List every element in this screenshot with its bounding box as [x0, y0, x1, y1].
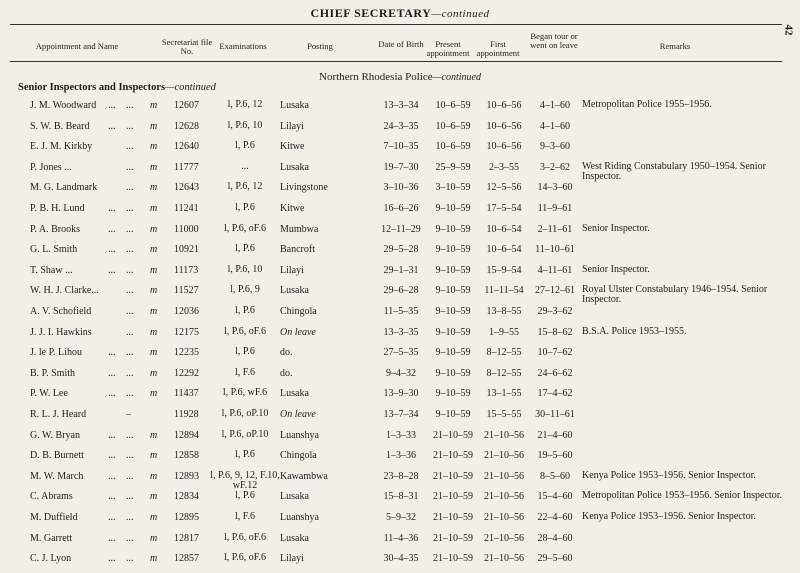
row-marital: m — [150, 285, 158, 297]
row-marital: m — [150, 450, 158, 462]
row-first-appointment: 21–10–56 — [484, 491, 524, 503]
row-first-appointment: 12–5–56 — [486, 182, 522, 194]
row-present-appointment: 9–10–59 — [435, 264, 471, 276]
section-title-suffix: —continued — [432, 72, 481, 83]
table-row — [0, 430, 800, 450]
row-file-no: 12893 — [174, 470, 199, 482]
row-name: W. H. J. Clarke... — [30, 285, 99, 297]
row-marital: m — [150, 367, 158, 379]
row-leader: ... — [108, 203, 116, 214]
row-present-appointment: 10–6–59 — [435, 120, 471, 132]
row-birth-date: 1–3–36 — [386, 450, 416, 462]
row-posting: Kawambwa — [280, 470, 328, 482]
row-first-appointment: 15–9–54 — [486, 264, 522, 276]
col-posting: Posting — [307, 41, 333, 51]
col-birth: Date of Birth — [378, 39, 424, 49]
row-file-no: 11928 — [174, 409, 199, 420]
row-examinations: l, P.6, 12 — [227, 99, 263, 110]
row-tour-date: 11–10–61 — [535, 244, 575, 256]
table-row — [0, 512, 800, 532]
row-file-no: 11000 — [174, 223, 199, 235]
row-birth-date: 29–6–28 — [383, 285, 419, 297]
row-tour-date: 15–4–60 — [537, 491, 573, 503]
row-name: R. L. J. Heard — [30, 409, 87, 420]
row-examinations: l, P.6 — [235, 346, 255, 358]
row-present-appointment: 3–10–59 — [435, 182, 471, 194]
row-present-appointment: 21–10–59 — [433, 470, 473, 482]
row-remarks: Metropolitan Police 1953–1956. Senior Inspector. — [582, 490, 782, 502]
row-name: T. Shaw ... — [30, 264, 73, 276]
row-leader: ... — [126, 367, 134, 379]
row-posting: Lusaka — [280, 100, 309, 111]
row-tour-date: 24–6–62 — [537, 367, 573, 379]
row-posting: Lilayi — [280, 120, 304, 132]
row-birth-date: 5–9–32 — [386, 512, 416, 523]
col-tour: Began tour or went on leave — [530, 31, 578, 50]
row-leader: ... — [126, 182, 134, 194]
row-birth-date: 29–1–31 — [383, 264, 419, 276]
row-birth-date: 15–8–31 — [383, 491, 419, 503]
table-row — [0, 244, 800, 264]
row-birth-date: 11–4–36 — [383, 532, 419, 544]
row-birth-date: 23–8–28 — [383, 470, 419, 482]
row-tour-date: 14–3–60 — [537, 182, 573, 194]
row-name: C. J. Lyon — [30, 553, 72, 565]
row-file-no: 11241 — [174, 203, 199, 214]
row-leader: ... — [126, 141, 134, 153]
page-number: 42 — [782, 24, 795, 36]
row-first-appointment: 2–3–55 — [489, 161, 519, 173]
row-posting: do. — [280, 347, 293, 359]
row-marital: m — [150, 512, 158, 523]
row-first-appointment: 10–6–54 — [486, 223, 522, 235]
row-birth-date: 29–5–28 — [383, 244, 419, 256]
row-examinations: l, P.6 — [235, 202, 255, 213]
row-posting: Chingola — [280, 306, 317, 317]
row-present-appointment: 9–10–59 — [435, 244, 471, 256]
row-first-appointment: 21–10–56 — [484, 450, 524, 462]
row-file-no: 11527 — [174, 285, 199, 297]
table-row — [0, 265, 800, 285]
row-posting: On leave — [280, 326, 316, 338]
row-name: G. W. Bryan — [30, 429, 80, 441]
row-birth-date: 13–3–35 — [383, 326, 419, 338]
row-birth-date: 30–4–35 — [383, 553, 419, 565]
row-name: E. J. M. Kirkby — [30, 141, 93, 153]
row-posting: Chingola — [280, 450, 317, 462]
row-first-appointment: 15–5–55 — [486, 409, 522, 420]
row-examinations: l, P.6 — [235, 140, 255, 152]
row-tour-date: 29–5–60 — [537, 553, 573, 565]
row-remarks: Senior Inspector. — [582, 222, 650, 234]
row-present-appointment: 25–9–59 — [435, 161, 471, 173]
row-leader: ... — [108, 450, 116, 462]
row-present-appointment: 9–10–59 — [435, 326, 471, 338]
row-leader: ... — [108, 367, 116, 379]
table-row — [0, 471, 800, 491]
row-examinations: l, P.6 — [235, 305, 255, 316]
row-marital: m — [150, 100, 158, 111]
row-present-appointment: 21–10–59 — [433, 553, 473, 565]
row-examinations: l, P.6 — [235, 243, 255, 255]
row-tour-date: 15–8–62 — [537, 326, 573, 338]
row-marital: m — [150, 306, 158, 317]
row-leader: ... — [126, 347, 134, 359]
row-examinations: l, P.6, oF.6 — [224, 552, 266, 564]
row-marital: m — [150, 532, 158, 544]
row-examinations: l, P.6, 9, 12, F.10, wF.12 — [210, 469, 280, 491]
row-tour-date: 9–3–60 — [540, 141, 570, 153]
table-row — [0, 203, 800, 223]
row-leader: ... — [126, 532, 134, 544]
row-present-appointment: 21–10–59 — [433, 532, 473, 544]
row-examinations: l, P.6 — [235, 449, 255, 461]
row-marital: m — [150, 429, 158, 441]
running-head-title: CHIEF SECRETARY — [310, 6, 432, 20]
row-name: J. J. I. Hawkins — [30, 326, 92, 338]
row-name: M. Garrett — [30, 532, 73, 544]
row-leader: ... — [126, 100, 134, 111]
row-tour-date: 29–3–62 — [537, 306, 573, 317]
row-birth-date: 27–5–35 — [383, 347, 419, 359]
row-file-no: 12834 — [174, 491, 199, 503]
row-file-no: 12640 — [174, 141, 199, 153]
row-file-no: 12628 — [174, 120, 199, 132]
row-leader: ... — [126, 285, 134, 297]
table-row — [0, 533, 800, 553]
row-file-no: 11173 — [174, 264, 199, 276]
row-examinations: l, P.6 — [235, 490, 255, 502]
row-examinations: l, P.6, oF.6 — [224, 222, 266, 234]
row-name: P. W. Lee — [30, 388, 68, 400]
row-first-appointment: 21–10–56 — [484, 470, 524, 482]
row-name: M. W. March — [30, 470, 84, 482]
row-first-appointment: 10–6–56 — [486, 141, 522, 153]
row-file-no: 12175 — [174, 326, 199, 338]
row-examinations: ... — [241, 160, 249, 172]
row-file-no: 12036 — [174, 306, 199, 317]
row-examinations: l, P.6, oP.10 — [221, 428, 269, 440]
table-row — [0, 162, 800, 182]
row-present-appointment: 9–10–59 — [435, 409, 471, 420]
row-birth-date: 19–7–30 — [383, 161, 419, 173]
table-row — [0, 121, 800, 141]
row-birth-date: 3–10–36 — [383, 182, 419, 194]
row-examinations: l, F.6 — [234, 366, 256, 378]
row-posting: Luanshya — [280, 512, 319, 523]
row-file-no: 12817 — [174, 532, 199, 544]
row-marital: m — [150, 141, 158, 153]
row-marital: m — [150, 223, 158, 235]
row-remarks: Metropolitan Police 1955–1956. — [582, 99, 712, 110]
row-birth-date: 11–5–35 — [383, 306, 419, 317]
row-examinations: l, F.6 — [234, 511, 256, 522]
row-present-appointment: 21–10–59 — [433, 450, 473, 462]
row-remarks: B.S.A. Police 1953–1955. — [582, 325, 687, 337]
row-first-appointment: 8–12–55 — [486, 367, 522, 379]
table-row — [0, 450, 800, 470]
table-row — [0, 285, 800, 305]
row-leader: ... — [126, 120, 134, 132]
row-leader: ... — [126, 470, 134, 482]
row-examinations: l, P.6, wF.6 — [222, 387, 268, 399]
row-leader: ... — [126, 203, 134, 214]
row-present-appointment: 21–10–59 — [433, 512, 473, 523]
row-posting: Lilayi — [280, 553, 304, 565]
top-rule — [10, 24, 782, 25]
table-row — [0, 347, 800, 367]
row-posting: Lusaka — [280, 532, 309, 544]
header-rule — [10, 61, 782, 62]
row-name: J. M. Woodward — [30, 100, 97, 111]
row-marital: m — [150, 326, 158, 338]
row-tour-date: 17–4–62 — [537, 388, 573, 400]
row-leader: ... — [126, 223, 134, 235]
row-leader: ... — [126, 264, 134, 276]
col-appointment: Appointment and Name — [35, 41, 119, 51]
row-leader: ... — [126, 306, 134, 317]
row-marital: m — [150, 203, 158, 214]
row-file-no: 12292 — [174, 367, 199, 379]
col-present: Present appointment — [426, 39, 470, 58]
row-first-appointment: 10–6–56 — [486, 120, 522, 132]
row-tour-date: 30–11–61 — [535, 409, 575, 420]
row-tour-date: 19–5–60 — [537, 450, 573, 462]
row-birth-date: 24–3–35 — [383, 120, 419, 132]
row-examinations: l, P.6, 10 — [227, 263, 263, 275]
table-row — [0, 409, 800, 429]
row-leader: ... — [126, 326, 134, 338]
row-file-no: 12894 — [174, 429, 199, 441]
row-name: M. Duffield — [30, 512, 78, 523]
table-row — [0, 388, 800, 408]
row-posting: Kitwe — [280, 141, 305, 153]
table-row — [0, 182, 800, 202]
row-file-no: 12235 — [174, 347, 199, 359]
row-present-appointment: 9–10–59 — [435, 388, 471, 400]
row-tour-date: 28–4–60 — [537, 532, 573, 544]
row-remarks: Kenya Police 1953–1956. Senior Inspector. — [582, 469, 756, 481]
row-tour-date: 3–2–62 — [540, 161, 570, 173]
row-posting: Lusaka — [280, 388, 309, 400]
row-remarks: Royal Ulster Constabulary 1946–1954. Senior Inspector. — [582, 284, 768, 306]
row-name: P. B. H. Lund — [30, 203, 85, 214]
row-posting: Lilayi — [280, 264, 304, 276]
row-tour-date: 4–1–60 — [540, 120, 570, 132]
row-leader: ... — [126, 450, 134, 462]
row-marital: m — [150, 161, 158, 173]
row-name: G. L. Smith — [30, 244, 78, 256]
row-tour-date: 27–12–61 — [535, 285, 575, 297]
row-examinations: l, P.6, 12 — [227, 181, 263, 193]
row-name: P. Jones ... — [30, 161, 72, 173]
row-tour-date: 8–5–60 — [540, 470, 570, 482]
row-posting: Luanshya — [280, 429, 319, 441]
row-present-appointment: 21–10–59 — [433, 429, 473, 441]
row-name: A. V. Schofield — [30, 306, 92, 317]
row-posting: Mumbwa — [280, 223, 319, 235]
row-first-appointment: 21–10–56 — [484, 532, 524, 544]
row-file-no: 12857 — [174, 553, 199, 565]
row-leader: ... — [108, 470, 116, 482]
row-examinations: l, P.6, 9 — [230, 284, 260, 296]
row-name: C. Abrams — [30, 491, 73, 503]
col-first: First appointment — [476, 39, 520, 58]
row-leader: ... — [108, 120, 116, 132]
row-marital: m — [150, 470, 158, 482]
row-marital: m — [150, 120, 158, 132]
row-leader: ... — [108, 264, 116, 276]
row-remarks: West Riding Constabulary 1950–1954. Senior Inspector. — [582, 160, 766, 182]
table-row — [0, 224, 800, 244]
row-birth-date: 13–9–30 — [383, 388, 419, 400]
running-head — [0, 6, 800, 21]
row-name: M. G. Landmark — [30, 182, 98, 194]
row-marital: m — [150, 182, 158, 194]
running-head-suffix: —continued — [431, 8, 490, 20]
row-tour-date: 4–11–61 — [537, 264, 573, 276]
row-examinations: l, P.6, 10 — [227, 119, 263, 131]
row-first-appointment: 13–8–55 — [486, 306, 522, 317]
row-first-appointment: 8–12–55 — [486, 347, 522, 359]
row-leader: ... — [126, 491, 134, 503]
row-leader: ... — [126, 429, 134, 441]
row-posting: Lusaka — [280, 161, 309, 173]
row-marital: m — [150, 553, 158, 565]
row-first-appointment: 21–10–56 — [484, 512, 524, 523]
table-row — [0, 491, 800, 511]
subsection-title — [18, 82, 216, 93]
row-name: J. le P. Lihou — [30, 347, 82, 359]
row-leader: ... — [108, 429, 116, 441]
row-marital: m — [150, 347, 158, 359]
row-leader: ... — [108, 347, 116, 359]
row-leader: ... — [108, 244, 116, 256]
row-examinations: l, P.6, oP.10 — [221, 408, 269, 419]
row-present-appointment: 9–10–59 — [435, 285, 471, 297]
row-posting: Livingstone — [280, 182, 328, 194]
row-name: B. P. Smith — [30, 367, 76, 379]
row-file-no: 11437 — [174, 388, 199, 400]
table-row — [0, 141, 800, 161]
row-leader: ... — [108, 100, 116, 111]
row-tour-date: 11–9–61 — [537, 203, 573, 214]
row-present-appointment: 9–10–59 — [435, 223, 471, 235]
row-leader: ... — [108, 491, 116, 503]
row-present-appointment: 9–10–59 — [435, 367, 471, 379]
row-posting: On leave — [280, 409, 316, 420]
subsection-title-text: Senior Inspectors and Inspectors — [18, 82, 166, 93]
row-examinations: l, P.6, oF.6 — [224, 531, 266, 543]
row-birth-date: 1–3–33 — [386, 429, 416, 441]
row-leader: ... — [108, 532, 116, 544]
table-row — [0, 553, 800, 573]
row-remarks: Kenya Police 1953–1956. Senior Inspector. — [582, 511, 756, 522]
row-name: D. B. Burnett — [30, 450, 84, 462]
row-leader: ... — [126, 244, 134, 256]
row-first-appointment: 11–11–54 — [484, 285, 524, 297]
row-posting: Lusaka — [280, 491, 309, 503]
row-first-appointment: 13–1–55 — [486, 388, 522, 400]
table-row — [0, 100, 800, 120]
row-file-no: 10921 — [174, 244, 199, 256]
row-present-appointment: 10–6–59 — [435, 141, 471, 153]
row-file-no: 12607 — [174, 100, 199, 111]
row-tour-date: 4–1–60 — [540, 100, 570, 111]
row-leader: ... — [126, 553, 134, 565]
row-posting: Lusaka — [280, 285, 309, 297]
row-present-appointment: 9–10–59 — [435, 347, 471, 359]
row-first-appointment: 21–10–56 — [484, 553, 524, 565]
row-birth-date: 13–7–34 — [383, 409, 419, 420]
row-present-appointment: 21–10–59 — [433, 491, 473, 503]
row-file-no: 11777 — [174, 161, 199, 173]
table-row — [0, 306, 800, 326]
row-name: S. W. B. Beard — [30, 120, 90, 132]
row-leader: – — [126, 409, 131, 420]
row-first-appointment: 10–6–56 — [486, 100, 522, 111]
row-leader: ... — [108, 388, 116, 400]
table-row — [0, 327, 800, 347]
subsection-title-suffix: —continued — [165, 82, 216, 93]
row-remarks: Senior Inspector. — [582, 263, 650, 275]
row-marital: m — [150, 388, 158, 400]
row-first-appointment: 21–10–56 — [484, 429, 524, 441]
row-leader: ... — [126, 388, 134, 400]
col-examinations: Examinations — [219, 41, 267, 51]
row-tour-date: 2–11–61 — [537, 223, 573, 235]
row-tour-date: 22–4–60 — [537, 512, 573, 523]
row-tour-date: 21–4–60 — [537, 429, 573, 441]
col-remarks: Remarks — [659, 41, 691, 51]
row-present-appointment: 9–10–59 — [435, 306, 471, 317]
row-birth-date: 16–6–26 — [383, 203, 419, 214]
row-file-no: 12643 — [174, 182, 199, 194]
row-birth-date: 13–3–34 — [383, 100, 419, 111]
row-leader: ... — [108, 223, 116, 235]
row-posting: do. — [280, 367, 293, 379]
row-file-no: 12858 — [174, 450, 199, 462]
row-tour-date: 10–7–62 — [537, 347, 573, 359]
row-birth-date: 12–11–29 — [381, 223, 421, 235]
section-title-text: Northern Rhodesia Police — [319, 71, 433, 83]
row-present-appointment: 10–6–59 — [435, 100, 471, 111]
row-marital: m — [150, 491, 158, 503]
row-birth-date: 7–10–35 — [383, 141, 419, 153]
row-name: P. A. Brooks — [30, 223, 81, 235]
row-present-appointment: 9–10–59 — [435, 203, 471, 214]
row-marital: m — [150, 244, 158, 256]
row-first-appointment: 17–5–54 — [486, 203, 522, 214]
row-marital: m — [150, 264, 158, 276]
col-file-no: Secretariat file No. — [161, 37, 213, 56]
row-first-appointment: 1–9–55 — [489, 326, 519, 338]
row-leader: ... — [126, 512, 134, 523]
row-first-appointment: 10–6–54 — [486, 244, 522, 256]
row-birth-date: 9–4–32 — [386, 367, 416, 379]
row-posting: Bancroft — [280, 244, 315, 256]
row-posting: Kitwe — [280, 203, 305, 214]
row-examinations: l, P.6, oF.6 — [224, 325, 266, 337]
row-leader: ... — [108, 512, 116, 523]
row-leader: ... — [126, 161, 134, 173]
row-leader: ... — [108, 553, 116, 565]
row-file-no: 12895 — [174, 512, 199, 523]
table-row — [0, 368, 800, 388]
